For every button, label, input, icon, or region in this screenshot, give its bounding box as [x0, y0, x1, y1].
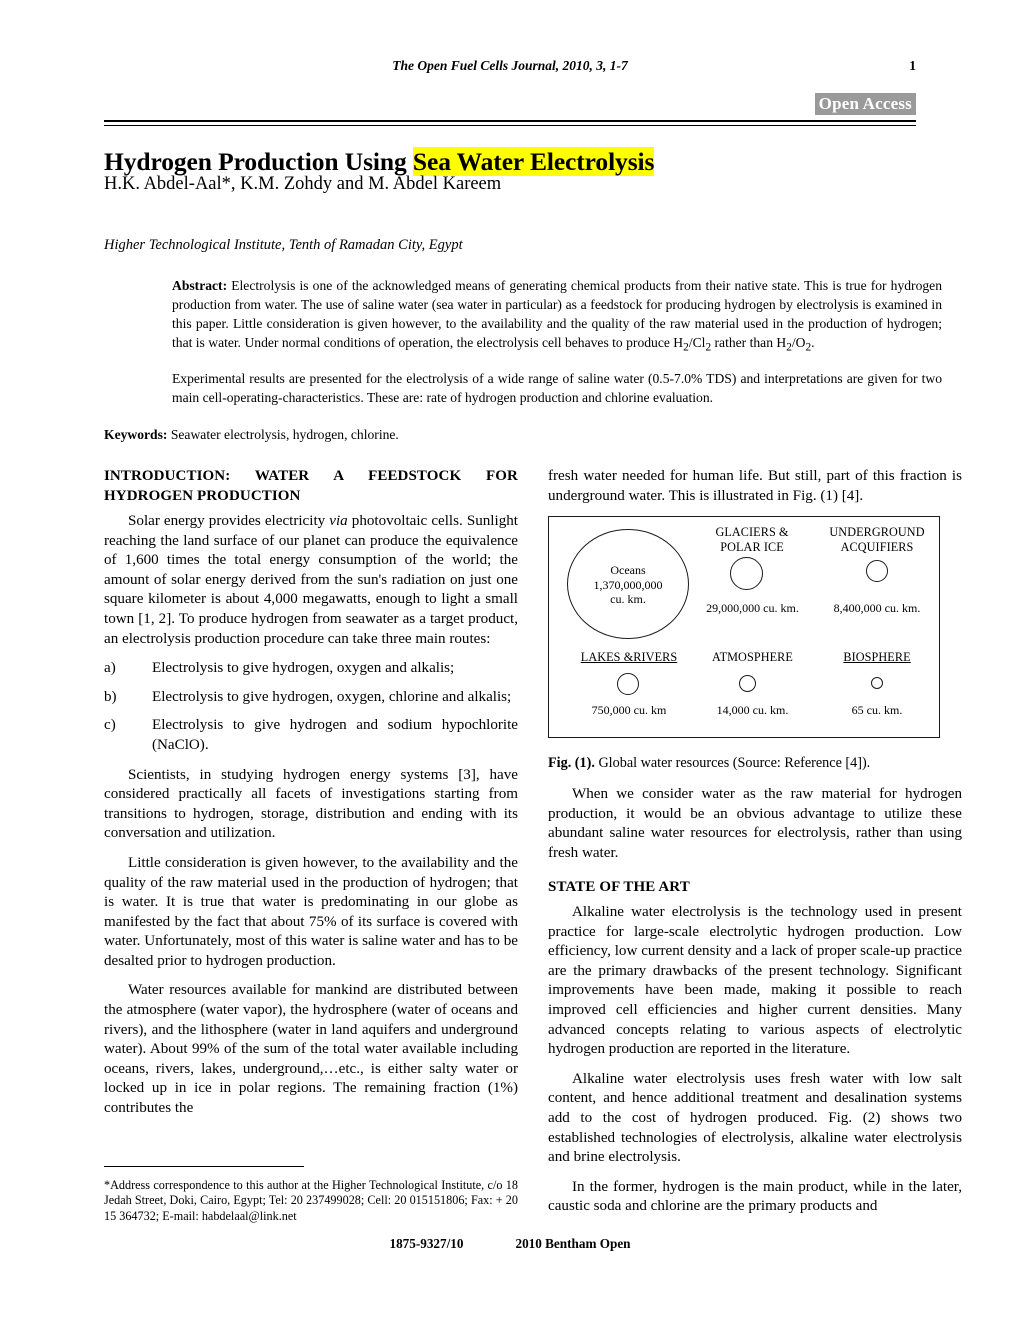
list-item-text: Electrolysis to give hydrogen, oxygen and alkalis; — [152, 660, 455, 677]
figure-1-caption-text: Global water resources (Source: Reference [4]). — [594, 755, 871, 772]
paragraph-little-consideration: Little consideration is given however, to the availability and the quality of the raw material used in the production of hydrogen; that is water. It is true that water is predominating in our globe as manifested by the fact that about 75% of its surface is covered with water. Unfortunately, most of this water is saline water and has to be desalted prior to hydrogen production. — [104, 854, 518, 969]
biosphere-value: 65 cu. km. — [851, 703, 903, 718]
correspondence-footnote: *Address correspondence to this author at the Higher Technological Institute, c/o 18 Jedah Street, Doki, Cairo, Egypt; Tel: 20 237499028; Cell: 20 015151806; Fax: + 20 15 364732; E-mail: habdelaal@link.net — [104, 1178, 518, 1223]
list-item — [104, 716, 518, 755]
keywords-label: Keywords: — [104, 427, 168, 442]
section-heading-introduction-line2 — [104, 487, 518, 507]
lakes-rivers-label: LAKES &RIVERS — [580, 650, 678, 665]
paragraph-alkaline-fresh-water: Alkaline water electrolysis uses fresh water with low salt content, and hence additional treatment and desalination systems add to the cost of hydrogen produced. Fig. (2) shows two established technologies of electrolysis, alkaline water electrolysis and brine electrolysis. — [548, 1070, 962, 1166]
keywords-line — [104, 425, 942, 444]
aquifers-label — [819, 525, 935, 554]
aquifers-label-line-2: ACQUIFIERS — [840, 539, 914, 554]
paragraph-alkaline-technology: Alkaline water electrolysis is the technology used in present practice for large-scale electrolytic hydrogen production. Low efficiency, low current density and a lack of proper scale-up practice are the primary drawbacks of the present technology. Significant improvements have been made, making it possible to reach improved cell efficiencies and higher current densities. Many advanced concepts relating to various aspects of electrolytic hydrogen production are reported in the literature. — [548, 904, 962, 1058]
open-access-badge: Open Access — [815, 93, 916, 115]
left-column — [104, 467, 518, 1129]
list-item-label: b) — [104, 688, 117, 705]
glaciers-value: 29,000,000 cu. km. — [706, 601, 799, 616]
oceans-value-1: 1,370,000,000 — [593, 577, 663, 592]
title-plain: Hydrogen Production Using — [104, 147, 413, 177]
running-head-text: The Open Fuel Cells Journal, 2010, 3, 1-7 — [392, 58, 628, 73]
paragraph-in-the-former: In the former, hydrogen is the main product, while in the later, caustic soda and chlorine are the primary products and — [548, 1178, 962, 1215]
atmosphere-circle — [739, 675, 756, 692]
paragraph-scientists: Scientists, in studying hydrogen energy systems [3], have considered practically all facets of investigations starting from transitions to hydrogen, storage, distribution and ending with its conversation and utilization. — [104, 766, 518, 842]
glaciers-label-line-2: POLAR ICE — [720, 539, 784, 554]
para-1-part-a: Solar energy provides electricity — [128, 513, 330, 529]
biosphere-circle — [871, 677, 883, 689]
lakes-rivers-circle — [617, 673, 639, 695]
list-item-text: Electrolysis to give hydrogen and sodium hypochlorite (NaClO). — [152, 717, 518, 753]
para-1-part-b: photovoltaic cells. Sunlight reaching the land surface of our planet can produce the equivalence of 1,600 times the total energy consumption of the world; the amount of solar energy derived from the sun's radiation on just one square kilometer is about 4,000 megawatts, enough to light a small town [1, 2]. To produce hydrogen from seawater as a target product, an electrolysis production procedure can take three main routes: — [104, 513, 518, 647]
author-list: H.K. Abdel-Aal*, K.M. Zohdy and M. Abdel Kareem — [104, 174, 502, 194]
oceans-name: Oceans — [610, 563, 646, 578]
list-item-label: a) — [104, 660, 116, 677]
abstract-label: Abstract: — [172, 278, 228, 293]
right-column — [548, 467, 962, 1227]
atmosphere-value: 14,000 cu. km. — [716, 703, 789, 718]
issn-code: 1875-9327/10 — [389, 1236, 464, 1251]
glaciers-circle — [730, 557, 763, 590]
paragraph-fresh-water: fresh water needed for human life. But still, part of this fraction is underground water. This is illustrated in Fig. (1) [4]. — [548, 468, 962, 504]
atmosphere-label: ATMOSPHERE — [712, 650, 793, 665]
aquifers-circle — [866, 560, 888, 582]
aquifers-value: 8,400,000 cu. km. — [833, 601, 921, 616]
glaciers-label-line-1: GLACIERS & — [715, 525, 789, 540]
list-item — [104, 659, 518, 679]
keywords-text: Seawater electrolysis, hydrogen, chlorine. — [167, 427, 399, 442]
oceans-text — [567, 563, 689, 606]
figure-1-caption-label: Fig. (1). — [548, 755, 595, 772]
abstract-text-1: Electrolysis is one of the acknowledged means of generating chemical products from their native state. This is true for hydrogen production from water. The use of saline water (sea water in particular) as a feedstock for producing hydrogen by electrolysis is examined in this paper. Little consideration is given however, to the availability and the quality of the raw material used in the production of hydrogen; that is water. Under normal conditions of operation, the electrolysis cell behaves to produce $H_2/Cl_2$ rather than $H_2/O_2$. — [172, 278, 942, 354]
footnote-separator — [104, 1166, 304, 1167]
glaciers-label — [697, 525, 807, 554]
section-heading-state-of-the-art: STATE OF THE ART — [548, 878, 690, 895]
aquifers-label-line-1: UNDERGROUND — [829, 525, 925, 540]
header-rule-thin — [104, 125, 916, 126]
section-heading-line-1: INTRODUCTION: WATER A FEEDSTOCK FOR — [104, 468, 518, 484]
para-1-italic-via: via — [329, 513, 348, 529]
oceans-value-2: cu. km. — [610, 592, 646, 606]
page-number: 1 — [909, 58, 916, 73]
page-footer — [104, 1236, 916, 1252]
figure-1-caption — [548, 754, 962, 773]
header-rule-thick — [104, 120, 916, 122]
affiliation: Higher Technological Institute, Tenth of Ramadan City, Egypt — [104, 237, 463, 253]
paragraph-water-resources: Water resources available for mankind are distributed between the atmosphere (water vapor), the hydrosphere (water of oceans and rivers), and the lithosphere (water in land aquifers and underground water). About 99% of the sum of the total water available including oceans, rivers, lakes, underground,…etc., is either salty water or locked up in ice in polar regions. The remaining fraction (1%) contributes the — [104, 982, 518, 1117]
routes-list — [104, 659, 518, 755]
paragraph-solar-energy — [104, 512, 518, 649]
lakes-rivers-value: 750,000 cu. km — [591, 703, 667, 718]
section-heading-line-2: HYDROGEN PRODUCTION — [104, 487, 301, 504]
section-heading-introduction — [104, 467, 518, 487]
abstract-paragraph-1 — [172, 276, 942, 358]
running-head — [104, 58, 916, 74]
title-highlighted: Sea Water Electrolysis — [412, 147, 655, 177]
biosphere-label: BIOSPHERE — [843, 650, 911, 665]
list-item-text: Electrolysis to give hydrogen, oxygen, chlorine and alkalis; — [152, 688, 512, 705]
paragraph-when-we-consider: When we consider water as the raw material for hydrogen production, it would be an obvious advantage to utilize these abundant saline water resources for electrolysis, rather than using fresh water. — [548, 786, 962, 861]
publisher-name: 2010 Bentham Open — [515, 1236, 631, 1251]
abstract-paragraph-2: Experimental results are presented for the electrolysis of a wide range of saline water (0.5-7.0% TDS) and interpretations are given for two main cell-operating-characteristics. These are: rate of hydrogen production and chlorine evaluation. — [172, 371, 942, 406]
list-item-label: c) — [104, 717, 116, 734]
list-item — [104, 688, 518, 708]
abstract-block — [172, 276, 942, 418]
figure-1-global-water-resources — [548, 516, 940, 738]
